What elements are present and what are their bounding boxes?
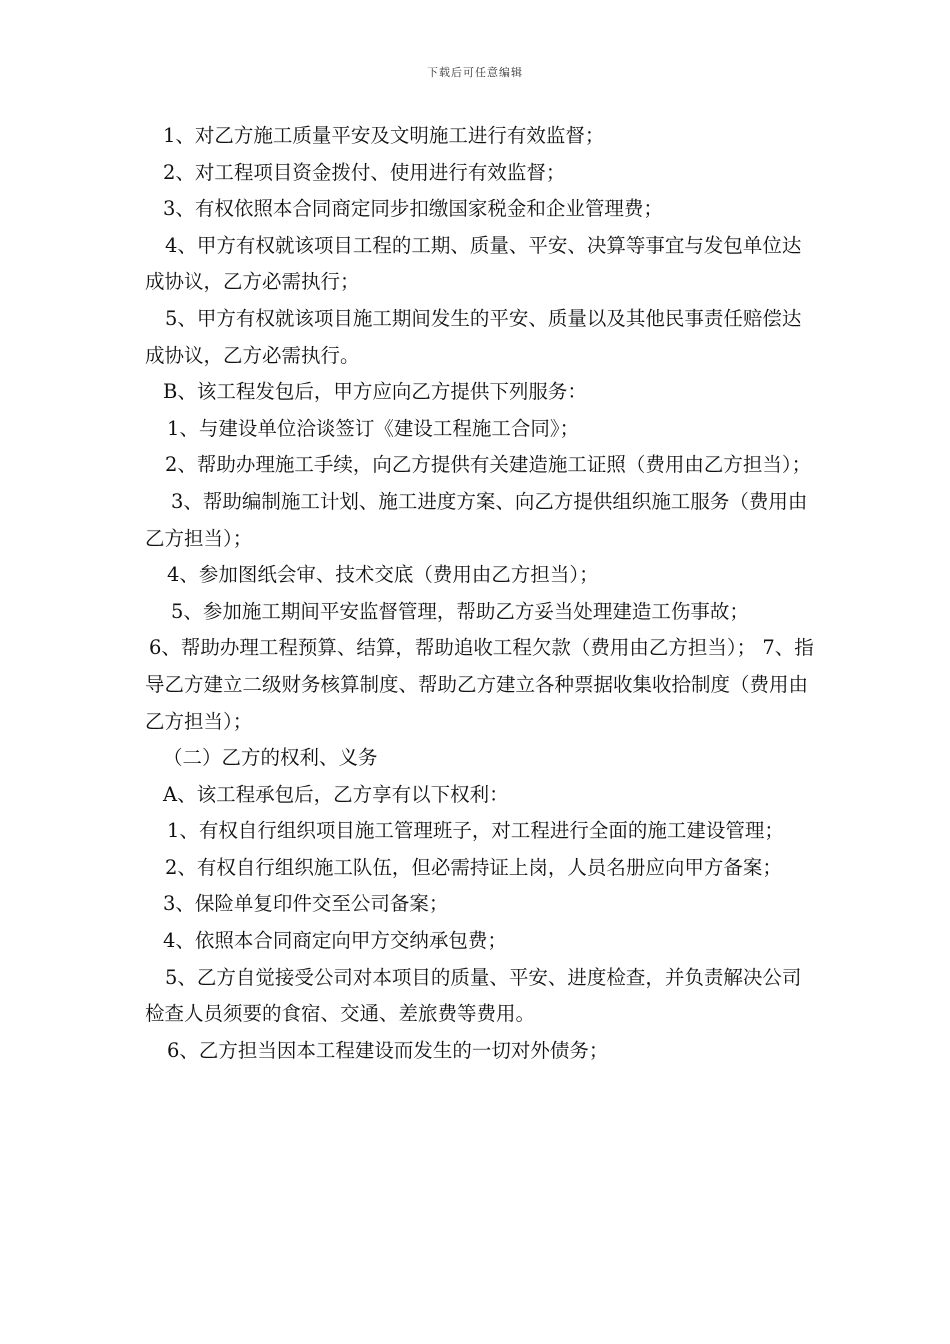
document-paragraph: 3、帮助编制施工计划、施工进度方案、向乙方提供组织施工服务（费用由乙方担当）； <box>145 489 808 550</box>
page-header-note: 下载后可任意编辑 <box>427 66 523 79</box>
document-paragraph: 2、帮助办理施工手续，向乙方提供有关建造施工证照（费用由乙方担当）； <box>165 453 812 477</box>
document-paragraph: 2、对工程项目资金拨付、使用进行有效监督； <box>163 160 566 184</box>
document-paragraph: 4、参加图纸会审、技术交底（费用由乙方担当）； <box>167 563 599 587</box>
document-paragraph: 2、有权自行组织施工队伍，但必需持证上岗，人员名册应向甲方备案； <box>165 855 782 879</box>
document-paragraph: （二）乙方的权利、义务 <box>163 746 378 770</box>
document-paragraph: 1、与建设单位洽谈签订《建设工程施工合同》； <box>167 416 580 440</box>
document-paragraph: 5、甲方有权就该项目施工期间发生的平安、质量以及其他民事责任赔偿达成协议，乙方必需执行。 <box>145 306 802 367</box>
document-paragraph: 3、有权依照本合同商定同步扣缴国家税金和企业管理费； <box>163 197 663 221</box>
document-paragraph: 6、乙方担当因本工程建设而发生的一切对外债务； <box>167 1038 609 1062</box>
document-paragraph: B、该工程发包后，甲方应向乙方提供下列服务： <box>163 380 587 404</box>
document-paragraph: 3、保险单复印件交至公司备案； <box>163 892 449 916</box>
document-paragraph: 5、乙方自觉接受公司对本项目的质量、平安、进度检查，并负责解决公司检查人员须要的食宿、交通、差旅费等费用。 <box>145 965 802 1026</box>
document-paragraph: 1、对乙方施工质量平安及文明施工进行有效监督； <box>163 124 605 147</box>
document-paragraph: 5、参加施工期间平安监督管理，帮助乙方妥当处理建造工伤事故； <box>171 599 749 623</box>
document-paragraph: 4、依照本合同商定向甲方交纳承包费； <box>163 929 507 953</box>
document-paragraph: 4、甲方有权就该项目工程的工期、质量、平安、决算等事宜与发包单位达成协议，乙方必需执行； <box>145 233 802 294</box>
document-paragraph: 1、有权自行组织项目施工管理班子，对工程进行全面的施工建设管理； <box>167 819 784 843</box>
document-body <box>145 118 815 1069</box>
document-paragraph: A、该工程承包后，乙方享有以下权利： <box>163 782 509 806</box>
document-paragraph: 6、帮助办理工程预算、结算，帮助追收工程欠款（费用由乙方担当）； 7、指导乙方建立二级财务核算制度、帮助乙方建立各种票据收集收拾制度（费用由乙方担当）； <box>145 636 814 733</box>
